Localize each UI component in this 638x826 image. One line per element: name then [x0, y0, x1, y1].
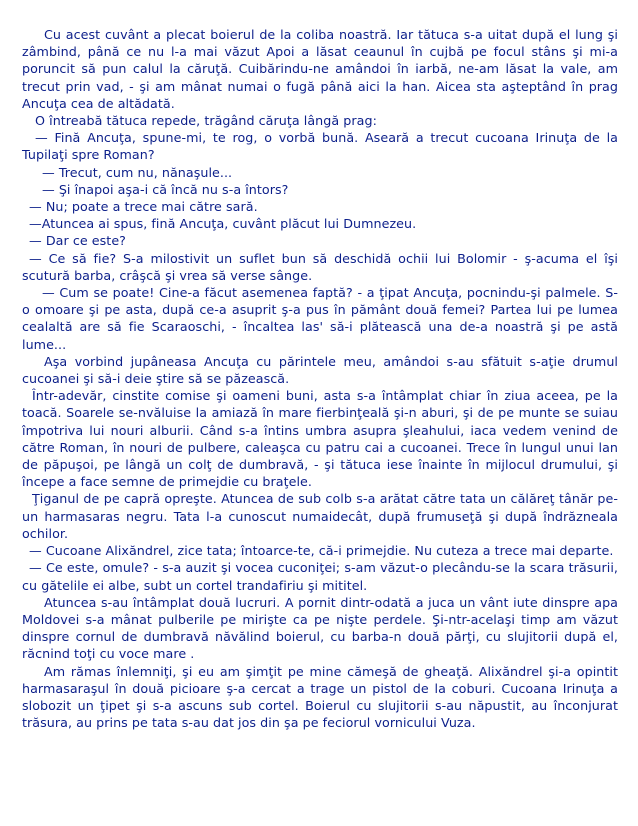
paragraph-8: — Dar ce este?: [29, 233, 126, 249]
paragraph-17: Am rămas înlemniţi, şi eu am şimţit pe mine cămeşă de gheaţă. Alixăndrel şi-a opintit harmasaraşul în două picioare ş-a cercat a trage un pistol de la coburi. Cucoana Irinuţa a slobozit un ţipet şi s-a ascuns sub cortel. Boierul cu slujitorii s-au năpustit, au înconjurat trăsura, au prins pe tata s-au dat jos din şa pe feciorul vornicului Vuza.: [22, 663, 618, 731]
paragraph-4: — Trecut, cum nu, nănaşule...: [42, 164, 233, 180]
paragraph-1: Cu acest cuvânt a plecat boierul de la coliba noastră. Iar tătuca s-a uitat după el lung şi zâmbind, până ce nu l-a mai văzut Apoi a lăsat ceaunul în cujbă pe focul stâns şi mi-a poruncit să pun calul la căruţă. Cuibărindu-ne amândoi în iarbă, ne-am lăsat la vale, am trecut prin vad, - şi am mânat numai o fugă până aici la han. Aicea sta aşteptând în prag Ancuţa cea de altădată.: [22, 27, 618, 111]
paragraph-3: — Fină Ancuţa, spune-mi, te rog, o vorbă bună. Aseară a trecut cucoana Irinuţa de la Tupilaţi spre Roman?: [22, 130, 618, 163]
paragraph-2: O întreabă tătuca repede, trăgând căruţa lângă prag:: [35, 113, 377, 129]
paragraph-15: — Ce este, omule? - s-a auzit şi vocea cuconiţei; s-am văzut-o plecându-se la scara trăsurii, cu gătelile ei albe, subt un cortel trandafiriu şi mititel.: [22, 560, 618, 593]
paragraph-11: Aşa vorbind jupâneasa Ancuţa cu părintele meu, amândoi s-au sfătuit s-aţie drumul cucoanei şi să-i deie ştire să se păzească.: [22, 353, 618, 387]
paragraph-6: — Nu; poate a trece mai către sară.: [29, 199, 258, 215]
paragraph-12: Într-adevăr, cinstite comise şi oameni buni, asta s-a întâmplat chiar în ziua aceea, pe la toacă. Soarele se-nvăluise la amiază în mare fierbinţeală şi-n aburi, şi de pe munte se suiau împotriva lui nouri alburii. Când s-a întins umbra asupra şleahului, iaca vedem venind de către Roman, în nouri de pulbere, caleaşca cu patru cai a cucoanei. Trece în lungul unui lan de păpuşoi, pe lângă un colţ de dumbravă, - şi tătuca iese înainte în mijlocul drumului, şi începe a face semne de primejdie cu braţele.: [22, 388, 618, 490]
paragraph-5: — Şi înapoi aşa-i că încă nu s-a întors?: [42, 181, 289, 197]
paragraph-16: Atuncea s-au întâmplat două lucruri. A pornit dintr-odată a juca un vânt iute dinspre apa Moldovei s-a mânat pulberile pe mirişte ca pe nişte perdele. Şi-ntr-acelaşi timp am văzut dinspre cornul de dumbravă năvălind boierul, cu barba-n două părţi, cu slujitorii după el, răcnind toţi cu voce mare .: [22, 594, 618, 662]
paragraph-7: —Atuncea ai spus, fină Ancuţa, cuvânt plăcut lui Dumnezeu.: [29, 216, 417, 232]
paragraph-9: — Ce să fie? S-a milostivit un suflet bun să deschidă ochii lui Bolomir - ş-acuma el îşi scutură barba, crâşcă şi vrea să verse sânge.: [22, 250, 618, 283]
paragraph-14: — Cucoane Alixăndrel, zice tata; întoarce-te, că-i primejdie. Nu cuteza a trece mai departe.: [29, 543, 614, 559]
paragraph-13: Ţiganul de pe capră opreşte. Atuncea de sub colb s-a arătat către tata un călăreţ tânăr pe-un harmasaras negru. Tata l-a cunoscut numaidecât, după frumuseţă şi după îndrăzneala ochilor.: [22, 491, 618, 541]
paragraph-10: — Cum se poate! Cine-a făcut asemenea faptă? - a ţipat Ancuţa, pocnindu-şi palmele. S-o omoare şi pe asta, după ce-a asuprit ş-a pus în pământ două femei? Partea lui pe lumea cealaltă are să fie Scaraoschi, - încaltea las' să-i plătească una de-a noastră şi pe astă lume...: [22, 285, 618, 352]
